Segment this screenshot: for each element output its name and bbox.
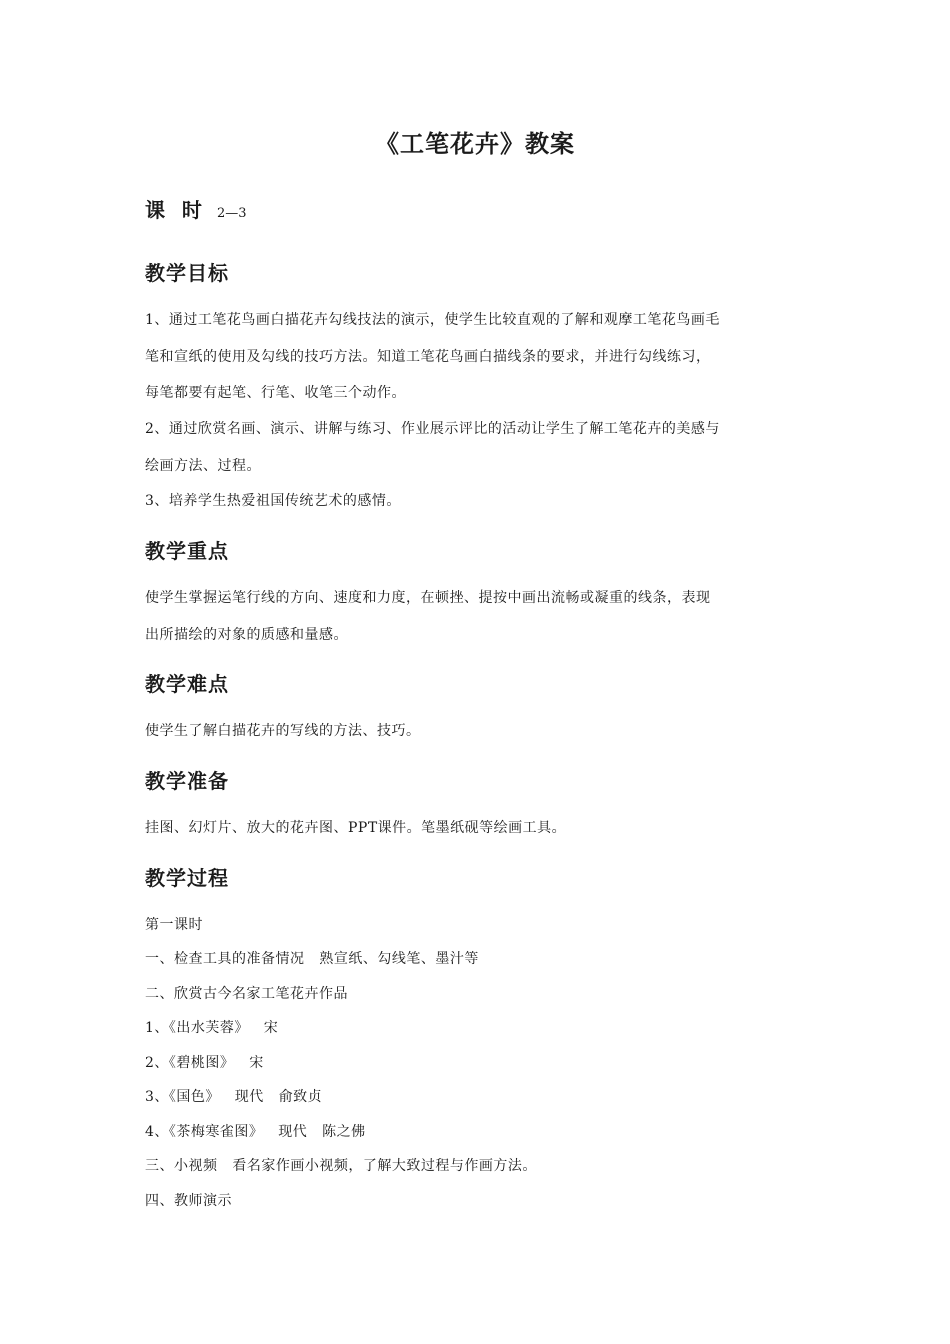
process-line: 1、《出水芙蓉》 宋: [145, 1020, 279, 1036]
process-line: 4、《茶梅寒雀图》 现代 陈之佛: [145, 1124, 366, 1140]
objectives-line: 2、通过欣赏名画、演示、讲解与练习、作业展示评比的活动让学生了解工笔花卉的美感与: [145, 421, 720, 437]
preparation-heading: 教学准备: [145, 769, 229, 793]
process-heading: 教学过程: [145, 866, 229, 890]
class-hours-label: 课 时: [145, 198, 203, 222]
objectives-heading: 教学目标: [145, 261, 229, 285]
key-points-heading: 教学重点: [145, 539, 229, 563]
key-points-line: 出所描绘的对象的质感和量感。: [145, 627, 348, 643]
process-line: 第一课时: [145, 917, 203, 933]
objectives-line: 每笔都要有起笔、行笔、收笔三个动作。: [145, 385, 406, 401]
process-line: 2、《碧桃图》 宋: [145, 1055, 264, 1071]
class-hours-value: 2—3: [216, 206, 247, 221]
preparation-line: 挂图、幻灯片、放大的花卉图、PPT课件。笔墨纸砚等绘画工具。: [145, 820, 567, 836]
difficulties-line: 使学生了解白描花卉的写线的方法、技巧。: [145, 723, 421, 739]
process-line: 四、教师演示: [145, 1193, 232, 1209]
objectives-line: 绘画方法、过程。: [145, 458, 261, 474]
process-line: 一、检查工具的准备情况 熟宣纸、勾线笔、墨汁等: [145, 951, 479, 967]
difficulties-heading: 教学难点: [145, 672, 229, 696]
key-points-line: 使学生掌握运笔行线的方向、速度和力度，在顿挫、提按中画出流畅或凝重的线条，表现: [145, 590, 711, 606]
process-line: 三、小视频 看名家作画小视频，了解大致过程与作画方法。: [145, 1158, 537, 1174]
objectives-line: 笔和宣纸的使用及勾线的技巧方法。知道工笔花鸟画白描线条的要求，并进行勾线练习，: [145, 349, 711, 365]
document-title: 《工笔花卉》教案: [375, 130, 575, 158]
class-hours-row: [145, 194, 246, 223]
process-line: 3、《国色》 现代 俞致贞: [145, 1089, 323, 1105]
objectives-line: 1、通过工笔花鸟画白描花卉勾线技法的演示，使学生比较直观的了解和观摩工笔花鸟画毛: [145, 312, 720, 328]
process-line: 二、欣赏古今名家工笔花卉作品: [145, 986, 348, 1002]
objectives-line: 3、培养学生热爱祖国传统艺术的感情。: [145, 493, 401, 509]
